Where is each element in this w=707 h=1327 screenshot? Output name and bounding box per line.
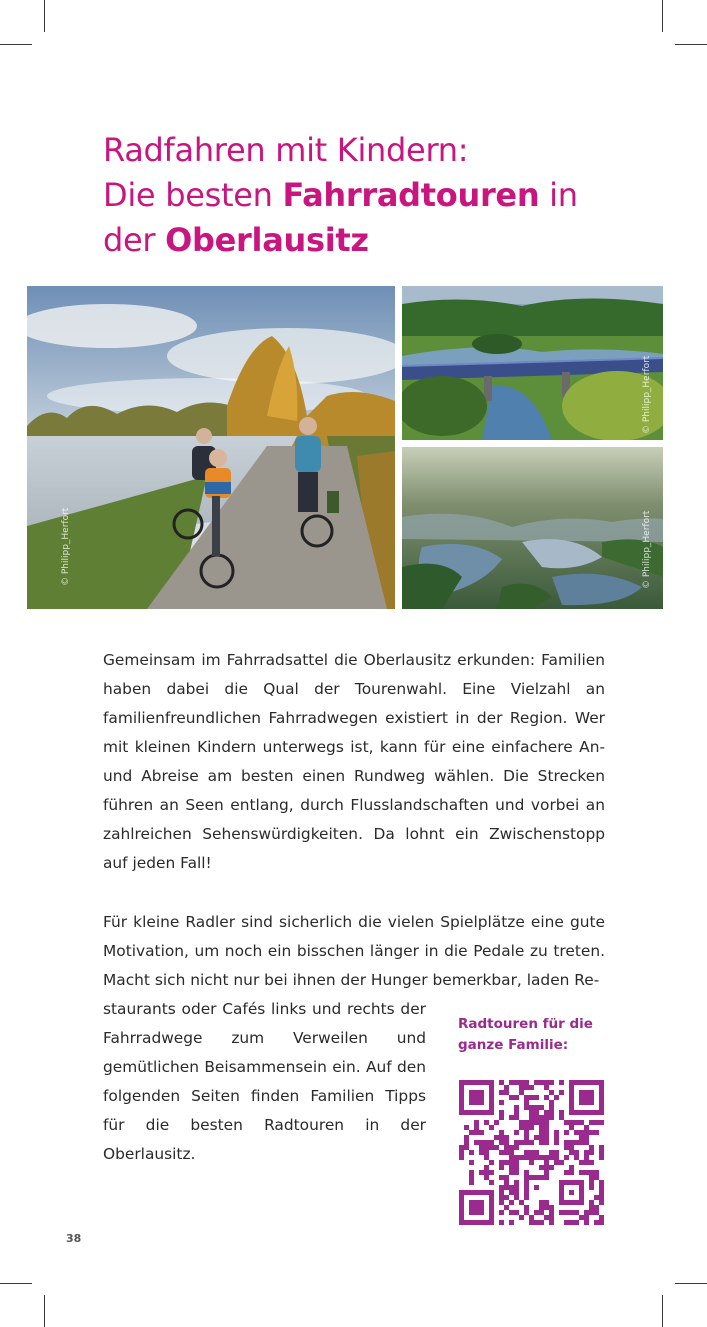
title-line-3-prefix: der [103,221,166,259]
body-paragraph-1: Gemeinsam im Fahrradsattel die Oberlausitz erkunden: Familien haben dabei die Qual der Tourenwahl. Eine Vielzahl an familienfreundlichen Fahrradwegen existiert in der Region. Wer mit kleinen Kindern unterwegs ist, kann für eine einfachere An- und Abreise am besten einen Rundweg wählen. Die Strecken führen an Seen entlang, durch Flusslandschaften und vorbei an zahlreichen Sehenswürdigkeiten. Da lohnt ein Zwischenstopp auf jeden Fall! [103,651,605,872]
qr-label [458,1014,618,1056]
qr-code[interactable] [459,1080,604,1225]
photo-credit-aerial: © Philipp_Herfort [642,510,652,589]
body-paragraph-3: staurants oder Cafés links und rechts der Fahrradwege zum Verweilen und gemütlichen Beisammensein ein. Auf den folgenden Seiten finden Familien Tipps für die besten Radtouren in der Oberlausitz. [103,1000,426,1163]
title-line-3 [103,218,663,263]
title-line-2-prefix: Die besten [103,176,283,214]
bridge-river-photo [402,286,663,440]
page-number: 38 [66,1232,82,1245]
crop-mark-bottom-right-h [675,1283,707,1284]
family-cycling-photo [27,286,395,609]
photo-credit-main: © Philipp_Herfort [61,507,71,586]
photo-credit-bridge: © Philipp_Herfort [642,355,652,434]
qr-label-line-1: Radtouren für die [458,1016,593,1032]
title-line-2-suffix: in [539,176,578,214]
crop-mark-top-right-h [675,44,707,45]
body-paragraph-2: Für kleine Radler sind sicherlich die vielen Spielplätze eine gute Motivation, um noch ein bisschen länger in die Pedale zu treten. Macht sich nicht nur bei ihnen der Hunger bemerkbar, laden Re- [103,913,605,989]
aerial-lake-landscape-photo [402,447,663,609]
crop-mark-top-left [44,0,45,32]
crop-mark-bottom-left-h [0,1283,32,1284]
qr-label-line-2: ganze Familie: [458,1037,569,1053]
crop-mark-bottom-right [662,1295,663,1327]
title-line-3-bold: Oberlausitz [165,221,369,259]
crop-mark-top-left-h [0,44,32,45]
crop-mark-bottom-left [44,1295,45,1327]
title-line-1: Radfahren mit Kindern: [103,131,469,169]
title-line-2 [103,173,663,218]
title-line-2-bold: Fahrradtouren [282,176,540,214]
crop-mark-top-right [662,0,663,32]
page-title [103,128,663,263]
